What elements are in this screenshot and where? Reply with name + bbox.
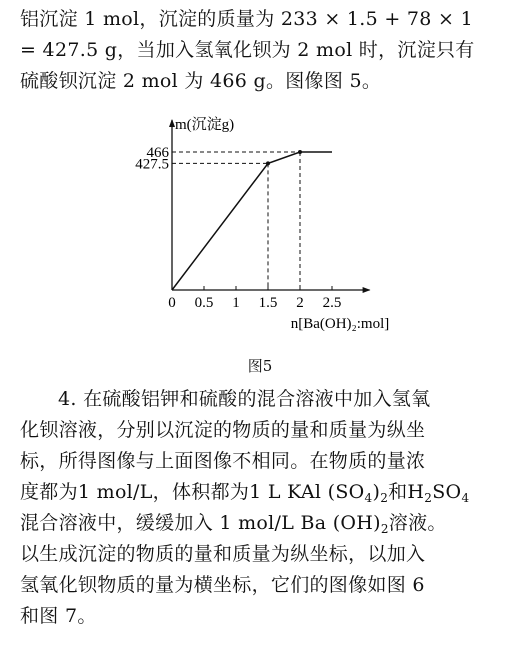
x-tick-label: 1 xyxy=(232,295,240,311)
text-line: 和图 7。 xyxy=(20,605,97,627)
text-segment: SO xyxy=(432,481,462,503)
x-tick-label: 0 xyxy=(168,295,176,311)
text-line-with-formula xyxy=(20,508,502,539)
text-segment: 混合溶液中，缓缓加入 1 mol/L Ba (OH) xyxy=(20,512,381,534)
text-line: 以生成沉淀的物质的量和质量为纵坐标，以加入 xyxy=(20,543,426,565)
y-axis-label: m(沉淀g) xyxy=(175,117,235,133)
x-axis-label: n[Ba(OH)₂:mol] xyxy=(290,316,390,332)
text-line: = 427.5 g，当加入氢氧化钡为 2 mol 时，沉淀只有 xyxy=(20,39,475,61)
text-segment: 度都为1 mol/L，体积都为1 L KAl (SO xyxy=(20,481,365,503)
text-line-with-formula xyxy=(20,477,502,508)
data-point xyxy=(266,161,270,165)
paragraph-2 xyxy=(20,384,502,632)
paragraph-1 xyxy=(20,4,502,97)
text-line: 标，所得图像与上面图像不相同。在物质的量浓 xyxy=(20,450,426,472)
x-tick-label: 0.5 xyxy=(194,295,214,311)
subscript: 2 xyxy=(424,491,433,505)
text-line: 铝沉淀 1 mol，沉淀的质量为 233 × 1.5 + 78 × 1 xyxy=(20,8,473,30)
text-segment: ) xyxy=(372,481,381,503)
y-tick-label: 466 xyxy=(146,145,169,161)
x-tick-label: 2.5 xyxy=(322,295,342,311)
text-line: 4. 在硫酸铝钾和硫酸的混合溶液中加入氢氧 xyxy=(58,388,431,410)
text-segment: 溶液。 xyxy=(388,512,447,534)
x-tick-label: 2 xyxy=(296,295,304,311)
x-tick-label: 1.5 xyxy=(258,295,278,311)
text-line: 氢氧化钡物质的量为横坐标，它们的图像如图 6 xyxy=(20,574,425,596)
series-line xyxy=(172,152,332,290)
figure-caption: 图5 xyxy=(247,357,273,375)
subscript: 2 xyxy=(380,491,389,505)
text-line: 硫酸钡沉淀 2 mol 为 466 g。图像图 5。 xyxy=(20,70,382,92)
y-tick-label: 427.5 xyxy=(135,156,169,173)
text-segment: 和H xyxy=(388,481,425,503)
data-point xyxy=(298,150,302,154)
subscript: 4 xyxy=(461,491,470,505)
figure-5-chart xyxy=(0,100,520,340)
subscript: 4 xyxy=(364,491,373,505)
text-line: 化钡溶液，分别以沉淀的物质的量和质量为纵坐 xyxy=(20,419,426,441)
subscript: 2 xyxy=(380,522,389,536)
